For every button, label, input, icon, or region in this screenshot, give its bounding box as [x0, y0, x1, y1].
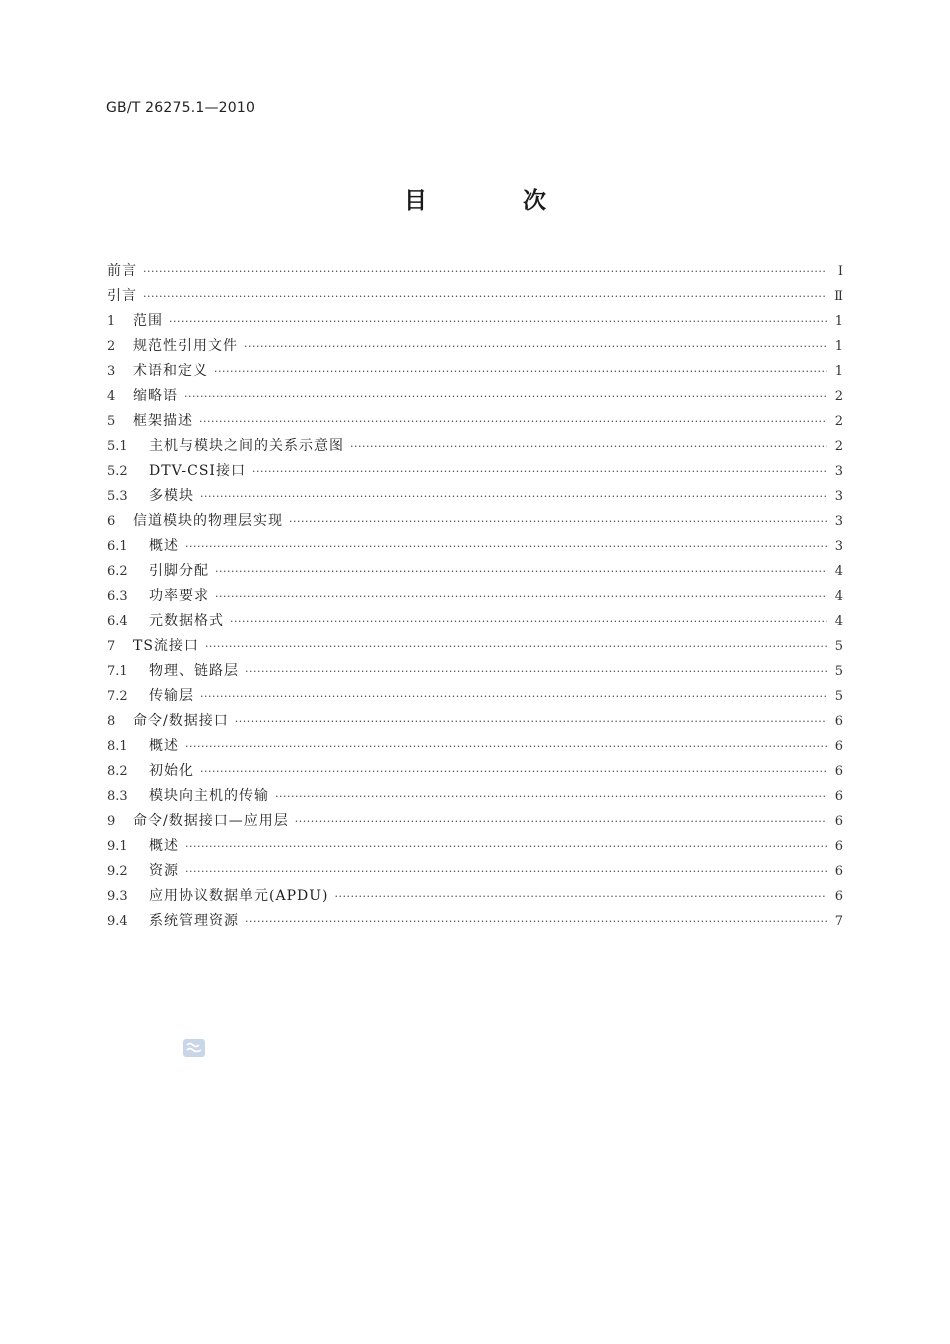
toc-leader-dots: [199, 409, 827, 434]
toc-entry-page: Ⅰ: [837, 264, 843, 279]
toc-entry[interactable]: [107, 584, 843, 609]
toc-entry[interactable]: [107, 734, 843, 759]
toc-entry-page: 6: [834, 714, 843, 729]
toc-entry-number: 7: [107, 639, 116, 654]
toc-leader-dots: [185, 834, 827, 859]
toc-entry-number: 6.1: [107, 539, 128, 554]
toc-entry-number: 5.1: [107, 439, 128, 454]
toc-entry-page: 1: [834, 314, 843, 329]
toc-leader-dots: [245, 909, 827, 934]
toc-entry-label: 元数据格式: [149, 613, 224, 629]
toc-entry-number: 8: [107, 714, 116, 729]
toc-entry-page: 4: [834, 614, 843, 629]
toc-entry-label: 范围: [133, 313, 163, 329]
toc-entry[interactable]: [107, 709, 843, 734]
toc-leader-dots: [200, 484, 827, 509]
toc-entry-number: 2: [107, 339, 116, 354]
toc-leader-dots: [200, 759, 827, 784]
toc-entry-number: 5.2: [107, 464, 128, 479]
toc-entry-label: 传输层: [149, 688, 194, 704]
toc-entry-label: 概述: [149, 538, 179, 554]
toc-entry-page: 6: [834, 789, 843, 804]
toc-entry[interactable]: [107, 559, 843, 584]
toc-entry-number: 9.3: [107, 889, 128, 904]
toc-entry-number: 4: [107, 389, 116, 404]
toc-entry-label: 概述: [149, 838, 179, 854]
toc-entry-number: 6.2: [107, 564, 128, 579]
toc-entry[interactable]: [107, 409, 843, 434]
toc-entry-number: 9.4: [107, 914, 128, 929]
toc-entry[interactable]: [107, 659, 843, 684]
toc-entry-page: 2: [834, 389, 843, 404]
toc-entry-page: 7: [834, 914, 843, 929]
toc-entry-page: 6: [834, 764, 843, 779]
toc-entry-page: 3: [834, 539, 843, 554]
toc-entry[interactable]: [107, 509, 843, 534]
toc-entry-label: 命令/数据接口: [133, 713, 229, 729]
toc-entry-number: 8.3: [107, 789, 128, 804]
toc-entry-label: 规范性引用文件: [133, 338, 238, 354]
toc-leader-dots: [200, 684, 827, 709]
toc-entry-number: 8.2: [107, 764, 128, 779]
toc-entry[interactable]: [107, 784, 843, 809]
toc-entry-number: 1: [107, 314, 116, 329]
toc-entry-page: 4: [834, 564, 843, 579]
toc-leader-dots: [214, 359, 827, 384]
toc-leader-dots: [185, 734, 827, 759]
toc-entry[interactable]: [107, 434, 843, 459]
table-of-contents: [107, 259, 843, 934]
toc-entry[interactable]: [107, 359, 843, 384]
toc-entry-number: 5: [107, 414, 116, 429]
toc-entry-page: 1: [834, 364, 843, 379]
toc-leader-dots: [185, 534, 827, 559]
toc-entry-number: 7.2: [107, 689, 128, 704]
toc-leader-dots: [244, 334, 827, 359]
toc-entry-page: 3: [834, 514, 843, 529]
toc-entry-label: 前言: [107, 263, 137, 279]
toc-entry-label: 引言: [107, 288, 137, 304]
toc-leader-dots: [289, 509, 827, 534]
toc-entry[interactable]: [107, 634, 843, 659]
toc-leader-dots: [230, 609, 827, 634]
toc-entry[interactable]: [107, 534, 843, 559]
toc-entry-number: 3: [107, 364, 116, 379]
toc-entry-page: 3: [834, 489, 843, 504]
toc-entry-label: 引脚分配: [149, 563, 209, 579]
toc-entry-label: 框架描述: [133, 413, 193, 429]
toc-entry-page: 1: [834, 339, 843, 354]
toc-entry[interactable]: [107, 459, 843, 484]
toc-entry-number: 5.3: [107, 489, 128, 504]
toc-entry-label: 初始化: [149, 763, 194, 779]
toc-entry-page: 3: [834, 464, 843, 479]
toc-entry[interactable]: [107, 834, 843, 859]
toc-leader-dots: [275, 784, 827, 809]
toc-entry-page: 6: [834, 814, 843, 829]
toc-entry-label: 缩略语: [133, 388, 178, 404]
toc-entry-number: 8.1: [107, 739, 128, 754]
toc-entry-label: DTV-CSI接口: [149, 463, 246, 479]
toc-entry-number: 6.3: [107, 589, 128, 604]
toc-leader-dots: [252, 459, 827, 484]
sac-logo-icon: [182, 1037, 206, 1059]
toc-entry-label: 主机与模块之间的关系示意图: [149, 438, 344, 454]
toc-entry-page: Ⅱ: [834, 289, 843, 304]
toc-leader-dots: [143, 259, 827, 284]
toc-entry-number: 9.2: [107, 864, 128, 879]
toc-entry-label: 模块向主机的传输: [149, 788, 269, 804]
toc-entry[interactable]: [107, 609, 843, 634]
toc-entry-page: 5: [834, 689, 843, 704]
toc-entry[interactable]: [107, 884, 843, 909]
toc-entry[interactable]: [107, 484, 843, 509]
toc-leader-dots: [169, 309, 827, 334]
toc-entry-label: 概述: [149, 738, 179, 754]
toc-leader-dots: [350, 434, 827, 459]
toc-entry-label: TS流接口: [133, 638, 199, 654]
toc-entry-label: 命令/数据接口—应用层: [133, 813, 289, 829]
toc-entry[interactable]: [107, 909, 843, 934]
toc-entry-label: 功率要求: [149, 588, 209, 604]
toc-entry[interactable]: [107, 384, 843, 409]
toc-entry-label: 物理、链路层: [149, 663, 239, 679]
toc-entry[interactable]: [107, 759, 843, 784]
toc-entry-number: 9.1: [107, 839, 128, 854]
toc-entry[interactable]: [107, 334, 843, 359]
toc-entry-page: 6: [834, 864, 843, 879]
toc-leader-dots: [235, 709, 827, 734]
toc-entry-number: 6: [107, 514, 116, 529]
toc-entry-label: 多模块: [149, 488, 194, 504]
toc-entry-page: 6: [834, 739, 843, 754]
toc-entry[interactable]: [107, 684, 843, 709]
toc-leader-dots: [245, 659, 827, 684]
toc-leader-dots: [143, 284, 827, 309]
toc-entry[interactable]: [107, 809, 843, 834]
toc-entry-label: 资源: [149, 863, 179, 879]
toc-entry-label: 信道模块的物理层实现: [133, 513, 283, 529]
toc-leader-dots: [185, 859, 827, 884]
toc-entry[interactable]: [107, 309, 843, 334]
toc-leader-dots: [215, 584, 827, 609]
toc-leader-dots: [215, 559, 827, 584]
toc-entry-page: 6: [834, 839, 843, 854]
toc-leader-dots: [334, 884, 827, 909]
toc-entry-label: 系统管理资源: [149, 913, 239, 929]
toc-entry-page: 2: [834, 414, 843, 429]
toc-entry-label: 术语和定义: [133, 363, 208, 379]
toc-entry-page: 2: [834, 439, 843, 454]
toc-entry-number: 6.4: [107, 614, 128, 629]
toc-entry[interactable]: [107, 259, 843, 284]
toc-leader-dots: [295, 809, 827, 834]
toc-entry-page: 5: [834, 664, 843, 679]
toc-entry-page: 6: [834, 889, 843, 904]
toc-entry-label: 应用协议数据单元(APDU): [149, 888, 329, 904]
toc-entry-number: 7.1: [107, 664, 128, 679]
toc-entry-page: 5: [834, 639, 843, 654]
standard-code: GB/T 26275.1—2010: [106, 100, 256, 116]
toc-entry-number: 9: [107, 814, 116, 829]
toc-entry[interactable]: [107, 859, 843, 884]
page-title: 目 次: [403, 188, 590, 214]
toc-leader-dots: [205, 634, 827, 659]
toc-leader-dots: [184, 384, 827, 409]
toc-entry[interactable]: [107, 284, 843, 309]
toc-entry-page: 4: [834, 589, 843, 604]
